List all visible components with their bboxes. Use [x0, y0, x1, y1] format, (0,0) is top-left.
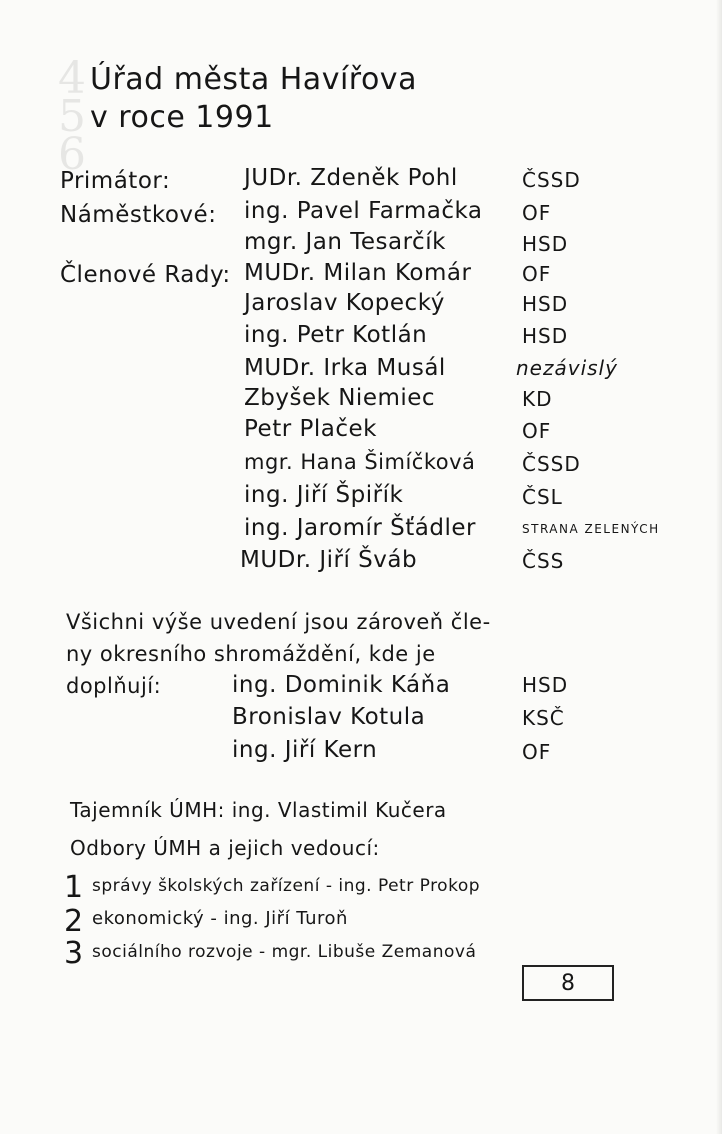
rada-member-name: MUDr. Milan Komár — [244, 260, 472, 286]
rada-member-name: MUDr. Jiří Šváb — [240, 547, 418, 573]
rada-member-party: OF — [522, 262, 552, 286]
rada-member-name: ing. Petr Kotlán — [244, 322, 428, 348]
title-line-1: Úřad města Havířova — [90, 62, 417, 97]
okres-member-name: ing. Dominik Káňa — [232, 672, 451, 698]
show-through-mark: 4 5 6 — [58, 53, 86, 180]
okres-member-name: Bronislav Kotula — [232, 704, 426, 730]
rada-member-name: Petr Plaček — [244, 416, 377, 442]
primator-name: JUDr. Zdeněk Pohl — [244, 165, 458, 191]
rada-member-party: ČSSD — [522, 452, 581, 476]
rada-member-party: HSD — [522, 292, 569, 316]
note-line-2: ny okresního shromáždění, kde je — [66, 642, 436, 666]
odbor-text: správy školských zařízení - ing. Petr Prokop — [92, 876, 481, 896]
odbor-number: 2 — [64, 904, 84, 939]
odbor-text: sociálního rozvoje - mgr. Libuše Zemanová — [92, 942, 477, 962]
rada-member-name: MUDr. Irka Musál — [244, 355, 446, 381]
namestek-name: ing. Pavel Farmačka — [244, 198, 483, 224]
primator-label: Primátor: — [60, 168, 171, 194]
rada-member-party: KD — [522, 387, 553, 411]
odbor-number: 3 — [64, 936, 84, 971]
rada-member-party: STRANA ZELENÝCH — [522, 522, 660, 536]
rada-member-name: mgr. Hana Šimíčková — [244, 450, 476, 474]
rada-label: Členové Rady: — [60, 262, 231, 288]
tajemnik-line: Tajemník ÚMH: ing. Vlastimil Kučera — [70, 798, 447, 822]
rada-member-party: ČSL — [522, 485, 563, 509]
rada-member-party: nezávislý — [516, 356, 618, 380]
rada-member-party: ČSS — [522, 549, 565, 573]
note-line-1: Všichni výše uvedení jsou zároveň čle- — [66, 610, 491, 634]
rada-member-party: HSD — [522, 324, 569, 348]
rada-member-name: ing. Jiří Špiřík — [244, 482, 404, 508]
okres-member-name: ing. Jiří Kern — [232, 737, 378, 763]
rada-member-name: Jaroslav Kopecký — [244, 290, 445, 316]
note-line-3-label: doplňují: — [66, 674, 162, 698]
okres-member-party: OF — [522, 740, 552, 764]
page-edge-shadow — [716, 0, 722, 1134]
odbor-number: 1 — [64, 870, 84, 905]
rada-member-party: OF — [522, 419, 552, 443]
primator-party: ČSSD — [522, 168, 581, 192]
odbory-header: Odbory ÚMH a jejich vedoucí: — [70, 836, 380, 860]
okres-member-party: KSČ — [522, 706, 565, 730]
odbor-text: ekonomický - ing. Jiří Turoň — [92, 908, 348, 929]
title-line-2: v roce 1991 — [90, 100, 274, 135]
namestek-party: OF — [522, 201, 552, 225]
rada-member-name: ing. Jaromír Šťádler — [244, 515, 476, 541]
okres-member-party: HSD — [522, 673, 569, 697]
namestek-party: HSD — [522, 232, 569, 256]
rada-member-name: Zbyšek Niemiec — [244, 385, 436, 411]
namestek-name: mgr. Jan Tesarčík — [244, 229, 446, 255]
page-number-box — [522, 965, 614, 1001]
page-number: 8 — [561, 970, 575, 996]
namestkove-label: Náměstkové: — [60, 202, 217, 228]
